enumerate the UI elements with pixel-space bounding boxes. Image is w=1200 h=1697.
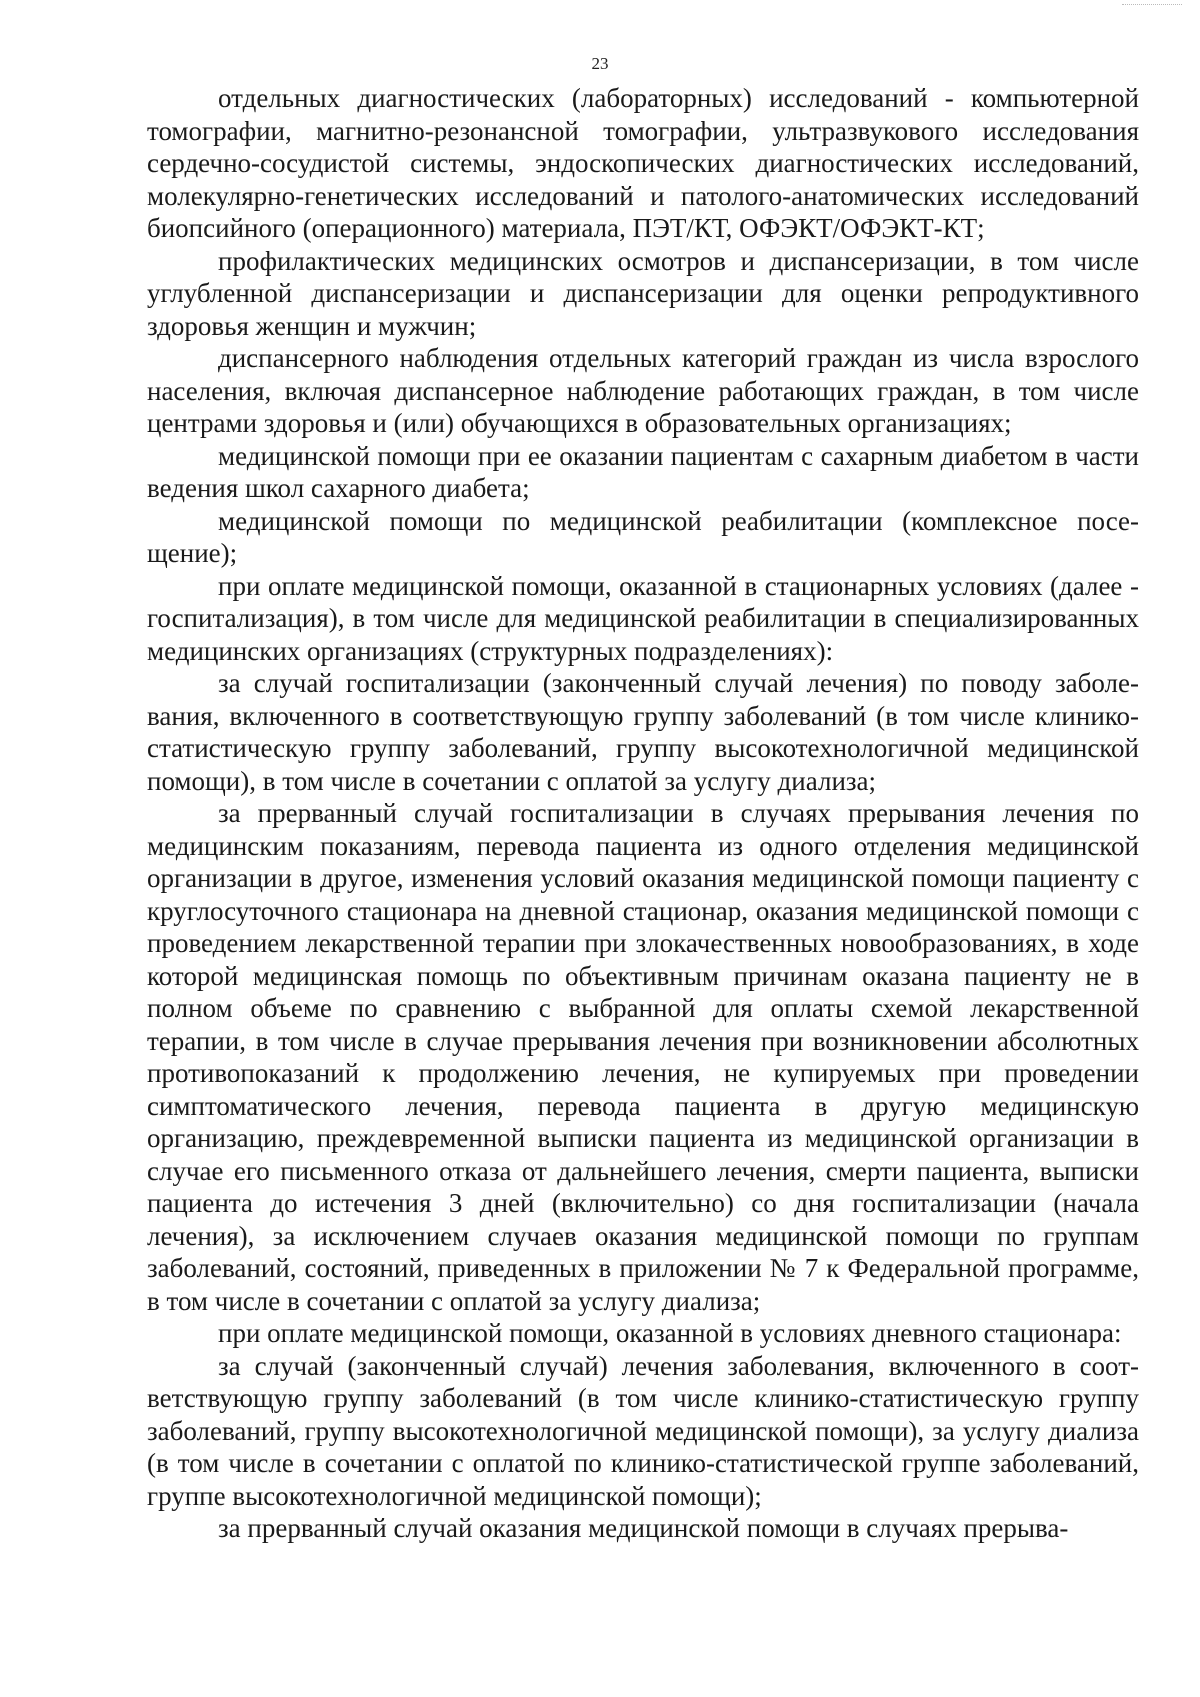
paragraph-medical-rehabilitation: медицинской помощи по медицинской реабилитации (комплексное посещение); (147, 505, 1139, 568)
paragraph-interrupted-day-hospital: за прерванный случай оказания медицинской помощи в случаях прерыва- (218, 1513, 1069, 1543)
page-number: 23 (591, 54, 609, 73)
body-text (147, 82, 1139, 1545)
paragraph-interrupted-hospitalization: за прерванный случай госпитализации в случаях прерывания лечения по медицинским показаниям, перевода пациента из одного отделения медицинской организации в другое, изменения условий оказания медицинской помощи пациенту с круглосуточного стационара на дневной стационар, оказания медицинской помощи с проведением лекарственной терапии при злокачественных новообразованиях, в ходе которой медицинская помощь по объективным причинам оказана пациенту не в полном объеме по сравнению с выбранной для оплаты схемой лекарственной терапии, в том числе в случае прерывания лечения при возникновении абсолютных противопоказаний к продолжению лечения, не купируемых при проведении симптоматического лечения, перевода пациента в другую медицинскую организацию, преждевременной выписки пациента из медицинской организации в случае его письменного отказа от дальнейшего лечения, смерти пациента, выписки пациента до истечения 3 дней (включительно) со дня госпитализации (начала лечения), за исключением случаев оказания медицинской помощи по группам заболеваний, состояний, приведенных в приложении № 7 к Федеральной программе, в том числе в сочетании с оплатой за услугу диализа; (147, 798, 1139, 1316)
paragraph-inpatient-payment: при оплате медицинской помощи, оказанной в стационарных условиях (далее - госпитализация), в том числе для медицинской реабилитации в специализированных медицинских организациях (структурных подразделениях): (147, 570, 1139, 666)
paragraph-day-hospital-case: за случай (законченный случай) лечения заболевания, включенного в соответствующую группу заболеваний (в том числе клинико-статистическую группу заболеваний, группу высокотехнологичной медицинской помощи), за услугу диализа (в том числе в сочетании с оплатой по клинико-статистической группе заболеваний, группе высокотехнологичной медицинской помощи); (147, 1350, 1139, 1511)
paragraph-dispensary-observation: диспансерного наблюдения отдельных категорий граждан из числа взрослого населения, включая диспансерное наблюдение работающих граждан, в том числе центрами здоровья и (или) обучающихся в образовательных организациях; (147, 343, 1139, 438)
paragraph-preventive-exams: профилактических медицинских осмотров и диспансеризации, в том числе углубленной диспансеризации и диспансеризации для оценки репродуктивного здоровья женщин и мужчин; (147, 245, 1139, 341)
paragraph-diabetes-schools: медицинской помощи при ее оказании пациентам с сахарным диабетом в части ведения школ сахарного диабета; (147, 440, 1139, 503)
paragraph-diagnostic-studies: отдельных диагностических (лабораторных) исследований - компьютерной томографии, магнитно-резонансной томографии, ультразвукового исследования сердечно-сосудистой системы, эндоскопических диагностических исследований, молекулярно-генетических исследований и патолого-анатомических исследований биопсийного (операционного) материала, ПЭТ/КТ, ОФЭКТ/ОФЭКТ-КТ; (147, 83, 1139, 243)
scan-edge-mark (1122, 0, 1182, 5)
paragraph-day-hospital-payment: при оплате медицинской помощи, оказанной в условиях дневного стационара: (218, 1318, 1122, 1348)
paragraph-hospitalization-case: за случай госпитализации (законченный случай лечения) по поводу заболевания, включенного в соответствующую группу заболеваний (в том числе клинико-статистическую группу заболеваний, группу высокотехнологичной медицинской помощи), в том числе в сочетании с оплатой за услугу диализа; (147, 668, 1139, 796)
